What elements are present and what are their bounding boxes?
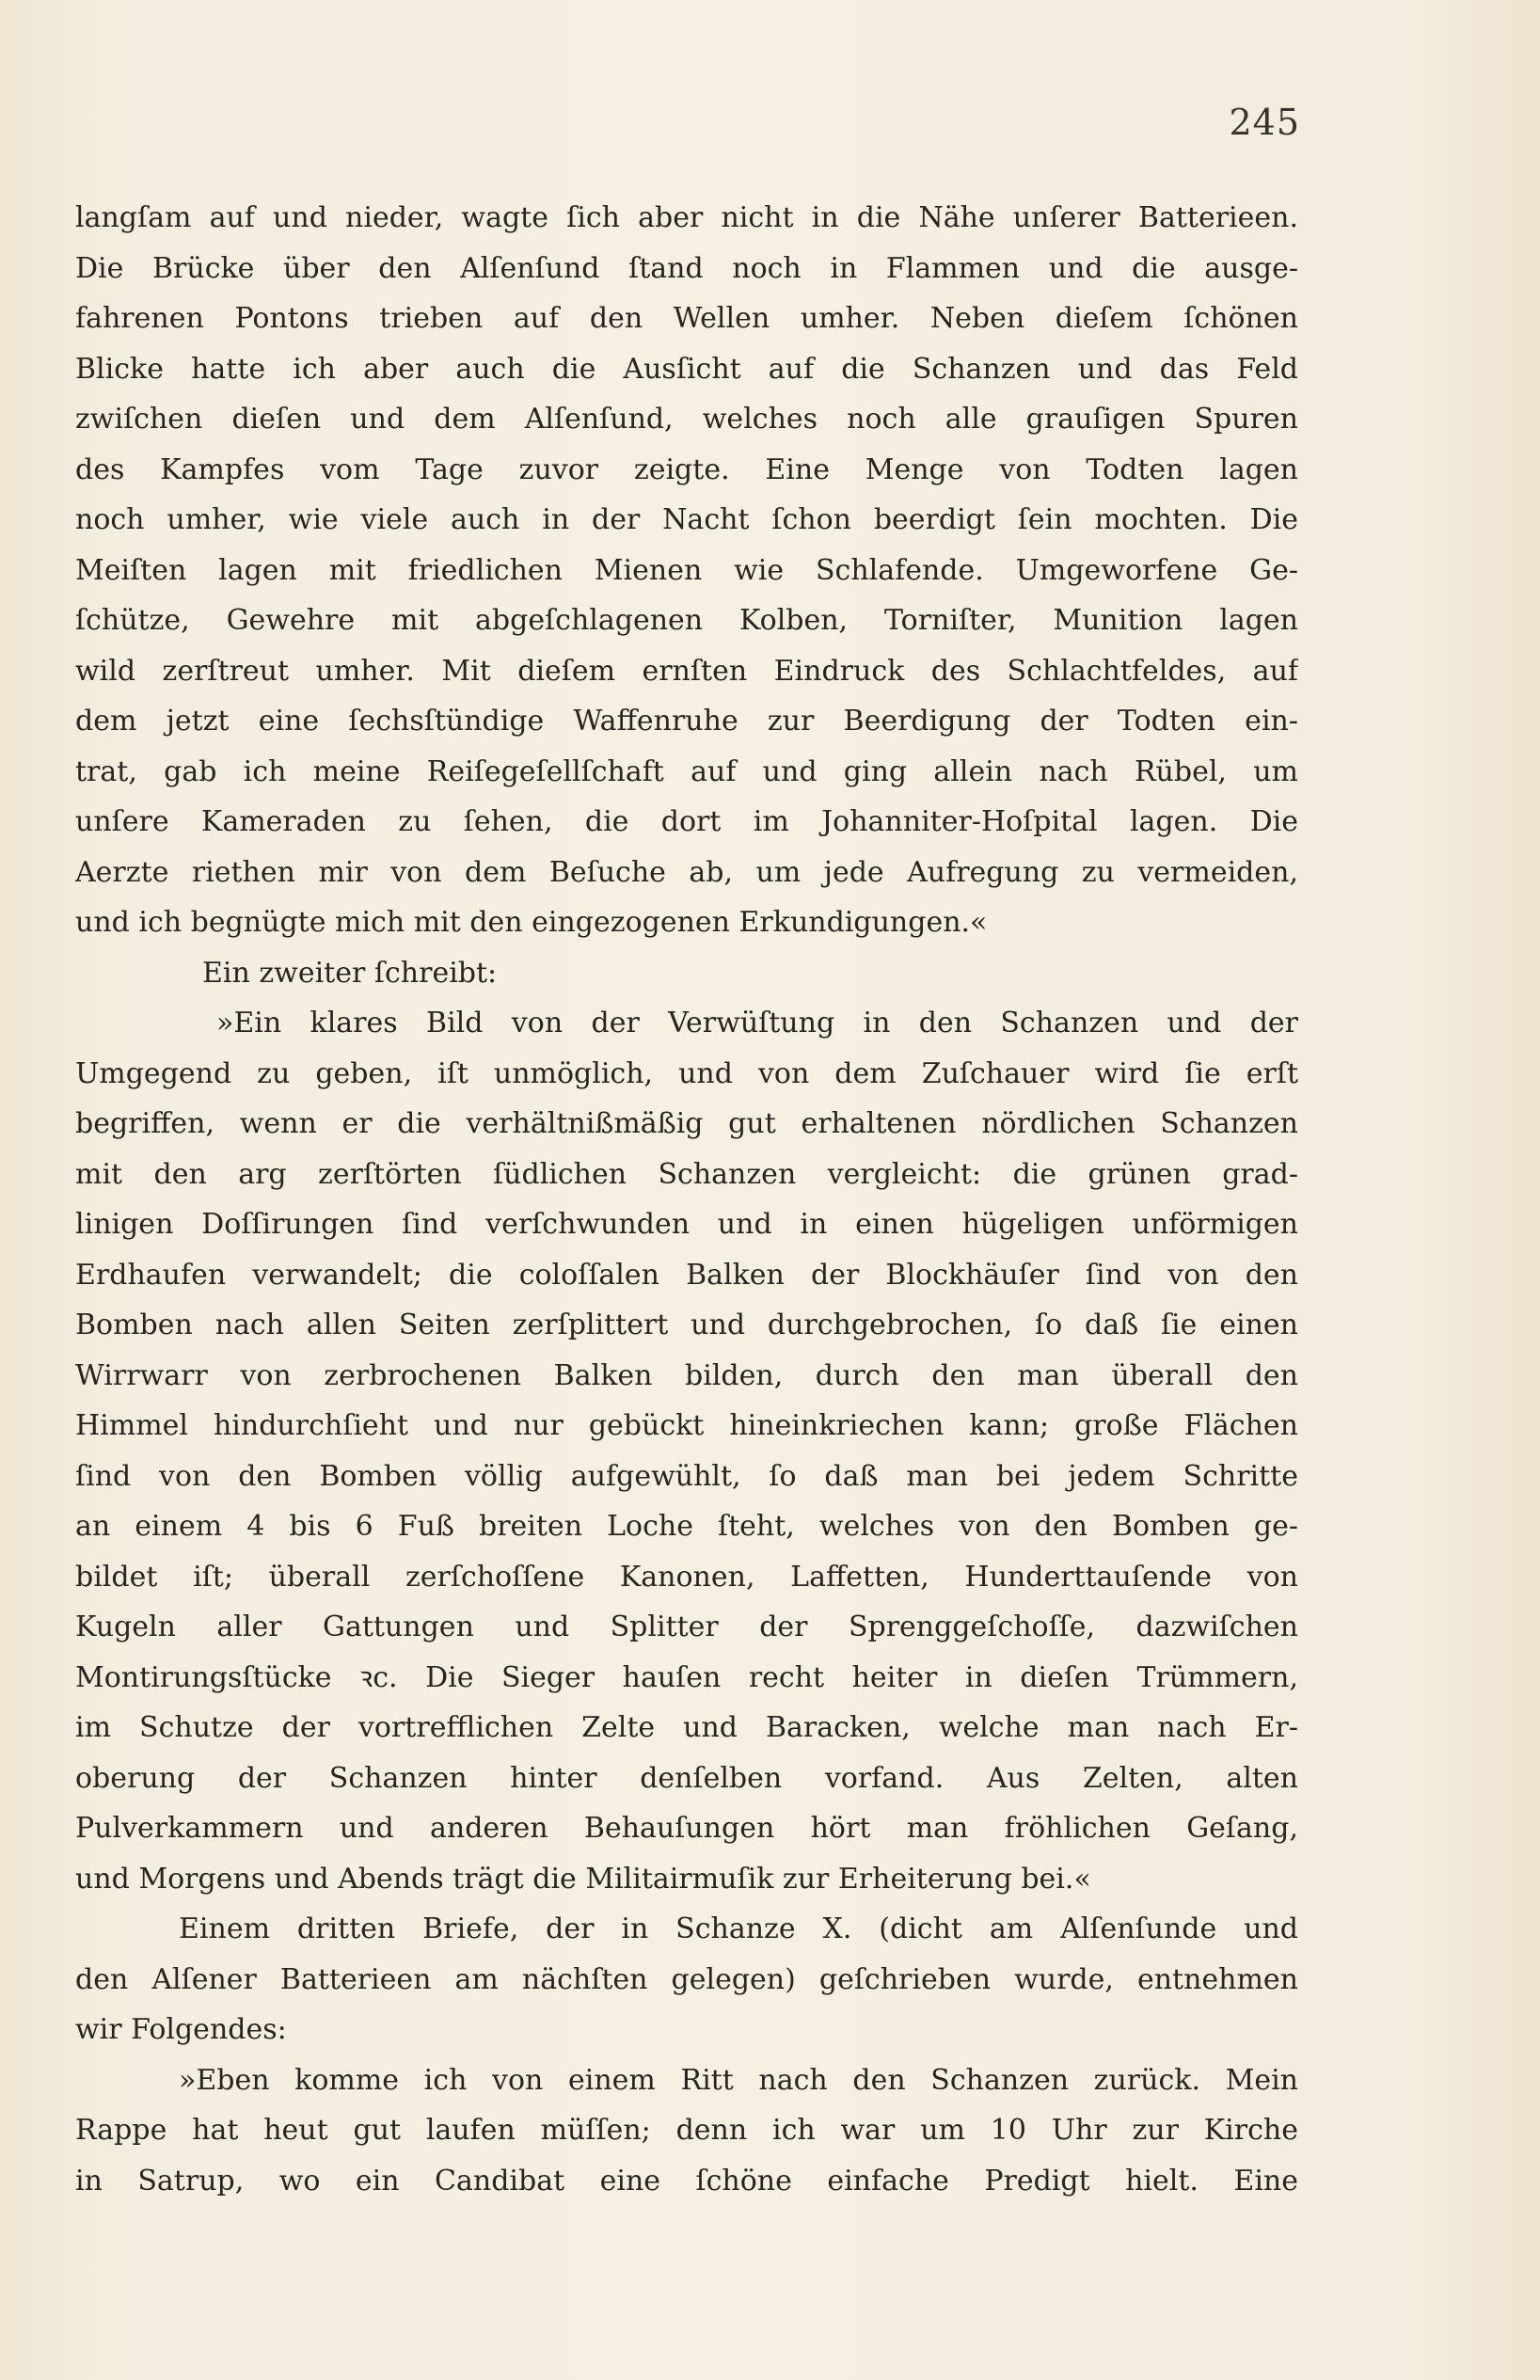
text-line: Umgegend zu geben, iſt unmöglich, und von dem Zuſchauer wird ſie erſt [75,1056,1298,1090]
paragraph-second-letter-intro [75,948,1298,999]
paragraph-third-letter-intro [75,1904,1298,2055]
text-line: Ein zweiter ſchreibt: [202,956,498,990]
text-line: des Kampfes vom Tage zuvor zeigte. Eine Menge von Todten lagen [75,452,1298,486]
text-line: den Alſener Batterieen am nächſten gelegen) geſchrieben wurde, entnehmen [75,1962,1298,1996]
text-line: Aerzte riethen mir von dem Beſuche ab, um jede Aufregung zu vermeiden, [75,855,1298,889]
text-line: Pulverkammern und anderen Behauſungen hört man fröhlichen Geſang, [75,1812,1298,1845]
text-line: »Eben komme ich von einem Ritt nach den Schanzen zurück. Mein [179,2063,1298,2097]
text-line: und Morgens und Abends trägt die Militairmuſik zur Erheiterung bei.« [75,1862,1091,1896]
page-number: 245 [1229,102,1300,143]
text-line: zwiſchen dieſen und dem Alſenſund, welches noch alle grauſigen Spuren [75,403,1298,436]
text-line: »Ein klares Bild von der Verwüſtung in den Schanzen und der [216,1007,1298,1039]
text-line: Kugeln aller Gattungen und Splitter der Sprenggeſchoſſe, dazwiſchen [75,1610,1298,1643]
text-line: Meiſten lagen mit friedlichen Mienen wie Schlafende. Umgeworfene Ge- [75,553,1298,587]
text-line: im Schutze der vortrefflichen Zelte und Baracken, welche man nach Er- [75,1711,1298,1744]
paragraph-second-letter-quote [75,998,1298,1904]
paragraph-third-letter-quote [75,2055,1298,2207]
text-line: begriffen, wenn er die verhältnißmäßig gut erhaltenen nördlichen Schanzen [75,1107,1298,1140]
text-line: Einem dritten Briefe, der in Schanze X. (dicht am Alſenſunde und [179,1912,1298,1945]
text-line: unſere Kameraden zu ſehen, die dort im Johanniter-Hoſpital lagen. Die [75,805,1298,838]
text-line: Bomben nach allen Seiten zerſplittert und durchgebrochen, ſo daß ſie einen [75,1309,1298,1341]
text-line: wir Folgendes: [75,2013,287,2046]
text-line: ſind von den Bomben völlig aufgewühlt, ſo daß man bei jedem Schritte [75,1459,1298,1493]
text-line: bildet iſt; überall zerſchoſſene Kanonen, Laffetten, Hunderttauſende von [75,1560,1298,1594]
text-line: dem jetzt eine ſechsſtündige Waffenruhe zur Beerdigung der Todten ein- [75,705,1298,738]
text-line: mit den arg zerſtörten ſüdlichen Schanzen vergleicht: die grünen grad- [75,1157,1298,1191]
text-line: und ich begnügte mich mit den eingezogenen Erkundigungen.« [75,906,988,939]
paragraph-continuation [75,193,1298,948]
text-line: Montirungsſtücke ꝛc. Die Sieger hauſen recht heiter in dieſen Trümmern, [75,1660,1298,1694]
text-line: linigen Doſſirungen ſind verſchwunden und in einen hügeligen unförmigen [75,1208,1298,1241]
text-line: oberung der Schanzen hinter denſelben vorfand. Aus Zelten, alten [75,1761,1298,1795]
text-line: ſchütze, Gewehre mit abgeſchlagenen Kolben, Torniſter, Munition lagen [75,604,1298,637]
text-line: wild zerſtreut umher. Mit dieſem ernſten Eindruck des Schlachtfeldes, auf [75,654,1298,688]
text-line: Rappe hat heut gut laufen müſſen; denn ich war um 10 Uhr zur Kirche [75,2114,1298,2147]
text-line: Blicke hatte ich aber auch die Ausſicht auf die Schanzen und das Feld [75,352,1298,386]
text-line: fahrenen Pontons trieben auf den Wellen umher. Neben dieſem ſchönen [75,302,1298,335]
body-text [75,193,1298,2206]
text-line: Erdhaufen verwandelt; die coloſſalen Balken der Blockhäuſer ſind von den [75,1258,1298,1292]
text-line: noch umher, wie viele auch in der Nacht ſchon beerdigt ſein mochten. Die [75,503,1298,536]
text-line: an einem 4 bis 6 Fuß breiten Loche ſteht, welches von den Bomben ge- [75,1510,1298,1543]
text-line: trat, gab ich meine Reiſegeſellſchaft auf und ging allein nach Rübel, um [75,754,1298,788]
text-line: Die Brücke über den Alſenſund ſtand noch in Flammen und die ausge- [75,251,1298,285]
text-line: Wirrwarr von zerbrochenen Balken bilden, durch den man überall den [75,1358,1298,1392]
text-line: Himmel hindurchſieht und nur gebückt hineinkriechen kann; große Flächen [75,1409,1298,1442]
text-line: in Satrup, wo ein Candibat eine ſchöne einfache Predigt hielt. Eine [75,2164,1298,2198]
text-line: langſam auf und nieder, wagte ſich aber nicht in die Nähe unſerer Batterieen. [75,201,1298,234]
